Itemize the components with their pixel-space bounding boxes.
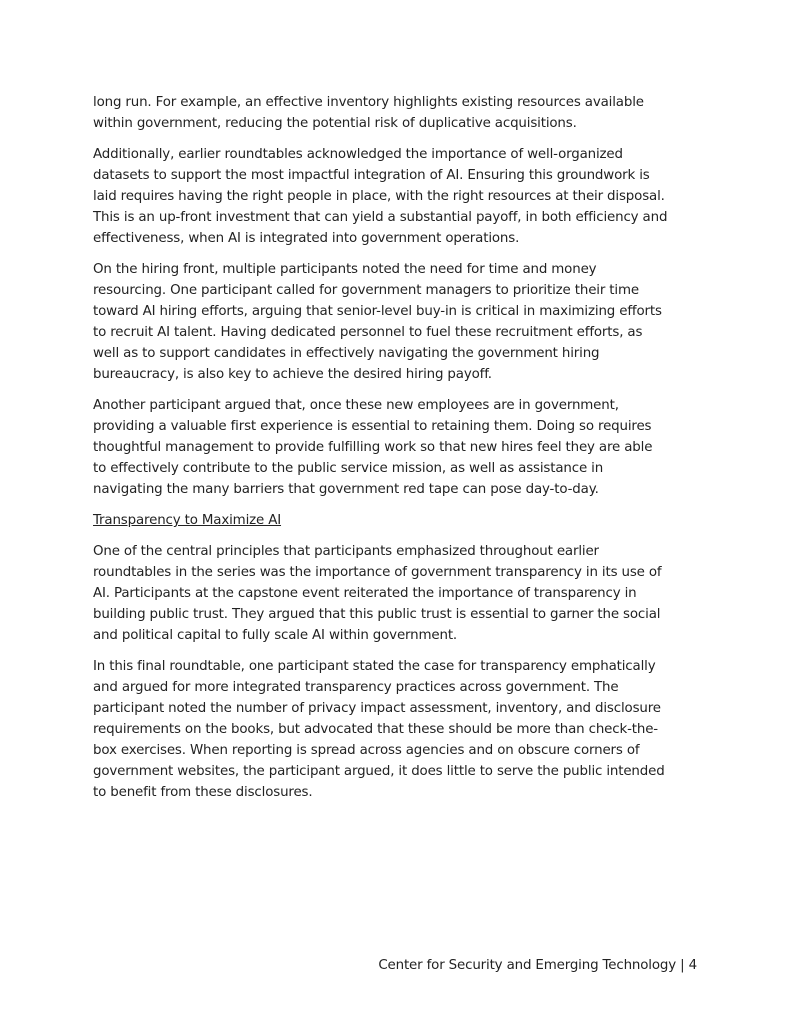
text-line: navigating the many barriers that government red tape can pose day-to-day. — [93, 482, 599, 497]
paragraph-principles — [93, 541, 697, 646]
text-line: On the hiring front, multiple participants noted the need for time and money — [93, 262, 597, 277]
text-line: long run. For example, an effective inventory highlights existing resources available — [93, 95, 644, 110]
text-line: Another participant argued that, once these new employees are in government, — [93, 398, 619, 413]
text-line: bureaucracy, is also key to achieve the desired hiring payoff. — [93, 367, 492, 382]
paragraph-retention — [93, 395, 697, 500]
text-line: to recruit AI talent. Having dedicated personnel to fuel these recruitment efforts, as — [93, 325, 643, 340]
paragraph-inventory — [93, 92, 697, 134]
section-heading: Transparency to Maximize AI — [93, 513, 282, 528]
text-line: requirements on the books, but advocated that these should be more than check-the- — [93, 722, 658, 737]
text-line: building public trust. They argued that this public trust is essential to garner the social — [93, 607, 661, 622]
text-line: well as to support candidates in effectively navigating the government hiring — [93, 346, 600, 361]
text-line: and argued for more integrated transparency practices across government. The — [93, 680, 619, 695]
text-line: to benefit from these disclosures. — [93, 785, 313, 800]
text-line: Additionally, earlier roundtables acknowledged the importance of well-organized — [93, 147, 623, 162]
text-line: effectiveness, when AI is integrated into government operations. — [93, 231, 520, 246]
page-footer: Center for Security and Emerging Technology | 4 — [378, 958, 697, 973]
text-line: One of the central principles that participants emphasized throughout earlier — [93, 544, 599, 559]
text-line: within government, reducing the potential risk of duplicative acquisitions. — [93, 116, 577, 131]
text-line: providing a valuable first experience is essential to retaining them. Doing so requires — [93, 419, 652, 434]
text-line: This is an up-front investment that can yield a substantial payoff, in both efficiency and — [93, 210, 668, 225]
paragraph-final-roundtable — [93, 656, 697, 803]
text-line: to effectively contribute to the public service mission, as well as assistance in — [93, 461, 604, 476]
text-line: resourcing. One participant called for government managers to prioritize their time — [93, 283, 639, 298]
text-line: datasets to support the most impactful integration of AI. Ensuring this groundwork is — [93, 168, 650, 183]
text-line: toward AI hiring efforts, arguing that senior-level buy-in is critical in maximizing efforts — [93, 304, 662, 319]
text-line: government websites, the participant argued, it does little to serve the public intended — [93, 764, 665, 779]
text-line: laid requires having the right people in place, with the right resources at their disposal. — [93, 189, 665, 204]
body-content — [93, 92, 697, 813]
text-line: AI. Participants at the capstone event reiterated the importance of transparency in — [93, 586, 637, 601]
text-line: roundtables in the series was the importance of government transparency in its use of — [93, 565, 662, 580]
text-line: thoughtful management to provide fulfilling work so that new hires feel they are able — [93, 440, 653, 455]
text-line: participant noted the number of privacy impact assessment, inventory, and disclosure — [93, 701, 661, 716]
paragraph-hiring — [93, 259, 697, 385]
paragraph-datasets — [93, 144, 697, 249]
text-line: box exercises. When reporting is spread across agencies and on obscure corners of — [93, 743, 640, 758]
text-line: and political capital to fully scale AI within government. — [93, 628, 458, 643]
text-line: In this final roundtable, one participant stated the case for transparency emphatically — [93, 659, 656, 674]
